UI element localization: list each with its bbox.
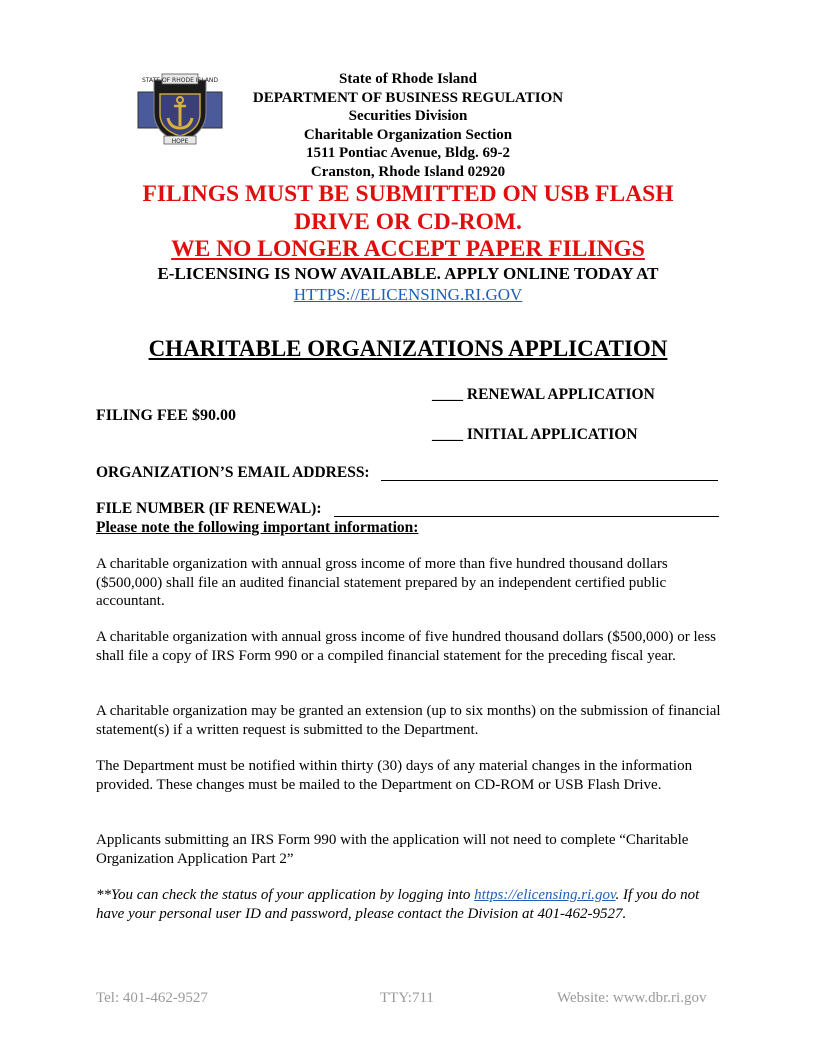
header-division: Securities Division	[348, 108, 468, 125]
seal-bottom-text: HOPE	[171, 138, 189, 145]
paragraph-audited: A charitable organization with annual gross income of more than five hundred thousand dollars ($500,000) shall file an audited financial statement prepared by an independent certified public accountant.	[96, 556, 668, 610]
header-address2: Cranston, Rhode Island 02920	[310, 163, 506, 180]
footer-tel: Tel: 401-462-9527	[96, 990, 208, 1006]
status-note-link[interactable]: https://elicensing.ri.gov	[474, 887, 616, 903]
filing-fee: FILING FEE $90.00	[96, 407, 237, 424]
file-number-field[interactable]	[334, 516, 719, 517]
notice-line1: FILINGS MUST BE SUBMITTED ON USB FLASH	[142, 181, 674, 207]
email-field[interactable]	[381, 480, 718, 481]
filing-notice	[0, 181, 816, 264]
renewal-application-option[interactable]: ____ RENEWAL APPLICATION	[432, 386, 655, 403]
notice-line3: WE NO LONGER ACCEPT PAPER FILINGS	[171, 236, 645, 262]
header-department: DEPARTMENT OF BUSINESS REGULATION	[252, 89, 564, 106]
header-address1: 1511 Pontiac Avenue, Bldg. 69-2	[306, 145, 510, 162]
status-note	[96, 886, 726, 923]
elicensing-link[interactable]: HTTPS://ELICENSING.RI.GOV	[293, 285, 523, 304]
elicensing-url-wrap	[0, 285, 816, 305]
file-number-label: FILE NUMBER (IF RENEWAL):	[96, 500, 326, 517]
header-state: State of Rhode Island	[339, 71, 477, 87]
footer-tty: TTY:711	[380, 990, 434, 1006]
header-section: Charitable Organization Section	[303, 126, 513, 143]
status-note-after: . If you do not have your personal user ID and password, please contact the Division at 401-462-9527.	[96, 887, 700, 922]
paragraph-extension: A charitable organization may be granted an extension (up to six months) on the submission of financial statement(s) if a written request is submitted to the Department.	[96, 703, 721, 738]
initial-application-option[interactable]: ____ INITIAL APPLICATION	[432, 426, 638, 443]
paragraph-part2: Applicants submitting an IRS Form 990 with the application will not need to complete “Charitable Organization Application Part 2”	[96, 832, 689, 867]
footer-website: Website: www.dbr.ri.gov	[557, 990, 707, 1006]
seal-top-text: STATE OF RHODE ISLAND	[141, 77, 219, 84]
agency-header	[0, 70, 816, 182]
elicensing-text: E-LICENSING IS NOW AVAILABLE. APPLY ONLINE TODAY AT	[157, 264, 659, 283]
notice-line2: DRIVE OR CD-ROM.	[294, 208, 522, 235]
paragraph-form-990: A charitable organization with annual gross income of five hundred thousand dollars ($500,000) or less shall file a copy of IRS Form 990 or a compiled financial statement for the preceding fiscal year.	[96, 629, 716, 664]
notes-heading: Please note the following important information:	[96, 519, 419, 536]
status-note-before: **You can check the status of your application by logging into	[96, 887, 475, 903]
paragraph-changes: The Department must be notified within thirty (30) days of any material changes in the information provided. These changes must be mailed to the Department on CD-ROM or USB Flash Drive.	[96, 758, 693, 793]
page-title: CHARITABLE ORGANIZATIONS APPLICATION	[148, 336, 668, 361]
email-label: ORGANIZATION’S EMAIL ADDRESS:	[96, 464, 370, 481]
